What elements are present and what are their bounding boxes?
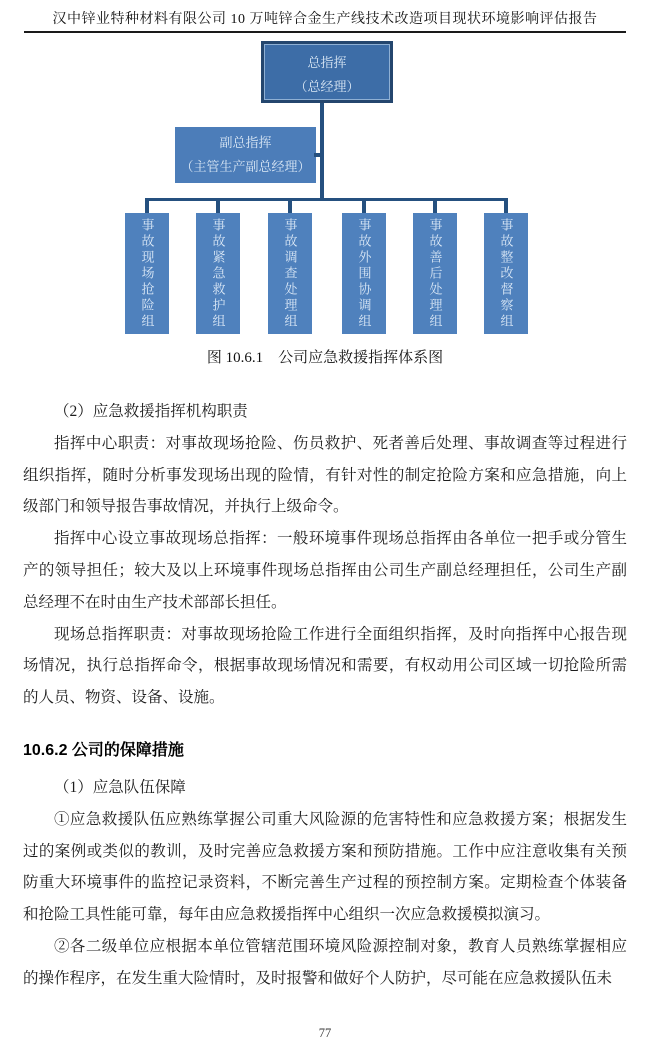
deputy-box-title: 副总指挥 — [219, 135, 272, 150]
commander-box-title: 总指挥 — [307, 55, 347, 70]
connector-tick — [433, 200, 437, 214]
connector-tick — [362, 200, 366, 214]
connector-horizontal-line — [145, 198, 508, 201]
paragraph-command-center-duty: 指挥中心职责：对事故现场抢险、伤员救护、死者善后处理、事故调查等过程进行组织指挥，随时分析事发现场出现的险情，有针对性的制定抢险方案和应急措施，向上级部门和领导报告事故情况，并执行上级命令。 — [23, 434, 627, 516]
group-box-aftermath-handling — [413, 213, 457, 334]
deputy-commander-box — [175, 127, 316, 183]
group-box-perimeter-coordination — [342, 213, 386, 334]
connector-tick — [288, 200, 292, 214]
paragraph-site-commander-duty: 现场总指挥职责：对事故现场抢险工作进行全面组织指挥，及时向指挥中心报告现场情况，执行总指挥命令，根据事故现场情况和需要，有权动用公司区域一切抢险所需的人员、物资、设备、设施。 — [23, 625, 627, 707]
body-text — [23, 396, 627, 995]
group-box-label: 事故现场抢险组 — [139, 217, 155, 330]
group-box-investigation — [268, 213, 312, 334]
org-chart — [0, 0, 650, 345]
paragraph-secondary-units: ②各二级单位应根据本单位管辖范围环境风险源控制对象，教育人员熟练掌握相应的操作程序，在发生重大险情时，及时报警和做好个人防护，尽可能在应急救援队伍未 — [23, 937, 627, 987]
connector-tick — [504, 200, 508, 214]
deputy-connector-tick — [314, 153, 322, 157]
connector-tick — [216, 200, 220, 214]
page-number: 77 — [318, 1026, 332, 1040]
connector-tick — [145, 200, 149, 214]
group-box-emergency-aid — [196, 213, 240, 334]
sub-label-responsibilities: （2）应急救援指挥机构职责 — [54, 403, 248, 420]
group-box-accident-site-rescue — [125, 213, 169, 334]
commander-box — [261, 41, 393, 103]
group-box-label: 事故调查处理组 — [282, 217, 298, 330]
group-box-label: 事故外围协调组 — [356, 217, 372, 330]
figure-caption: 图 10.6.1 公司应急救援指挥体系图 — [206, 350, 444, 366]
group-box-label: 事故整改督察组 — [498, 217, 514, 330]
sub-label-emergency-team: （1）应急队伍保障 — [54, 778, 186, 796]
page-header-title: 汉中锌业特种材料有限公司 10 万吨锌合金生产线技术改造项目现状环境影响评估报告 — [52, 12, 598, 27]
deputy-box-subtitle: （主管生产副总经理） — [180, 159, 311, 174]
commander-box-subtitle: （总经理） — [294, 79, 360, 94]
paragraph-site-commander-setup: 指挥中心设立事故现场总指挥：一般环境事件现场总指挥由各单位一把手或分管生产的领导担任；较大及以上环境事件现场总指挥由公司生产副总经理担任，公司生产副总经理不在时由生产技术部部长担任。 — [23, 530, 627, 611]
paragraph-rescue-team: ①应急救援队伍应熟练掌握公司重大风险源的危害特性和应急救援方案；根据发生过的案例或类似的教训，及时完善应急救援方案和预防措施。工作中应注意收集有关预防重大环境事件的监控记录资料，不断完善生产过程的预控制方案。定期检查个体装备和抢险工具性能可靠，每年由应急救援指挥中心组织一次应急救援模拟演习。 — [23, 810, 627, 924]
section-heading: 10.6.2 公司的保障措施 — [23, 741, 184, 759]
group-box-rectification-supervision — [484, 213, 528, 334]
group-box-label: 事故善后处理组 — [427, 217, 443, 330]
connector-vertical-line — [320, 103, 324, 200]
group-box-label: 事故紧急救护组 — [210, 217, 226, 330]
